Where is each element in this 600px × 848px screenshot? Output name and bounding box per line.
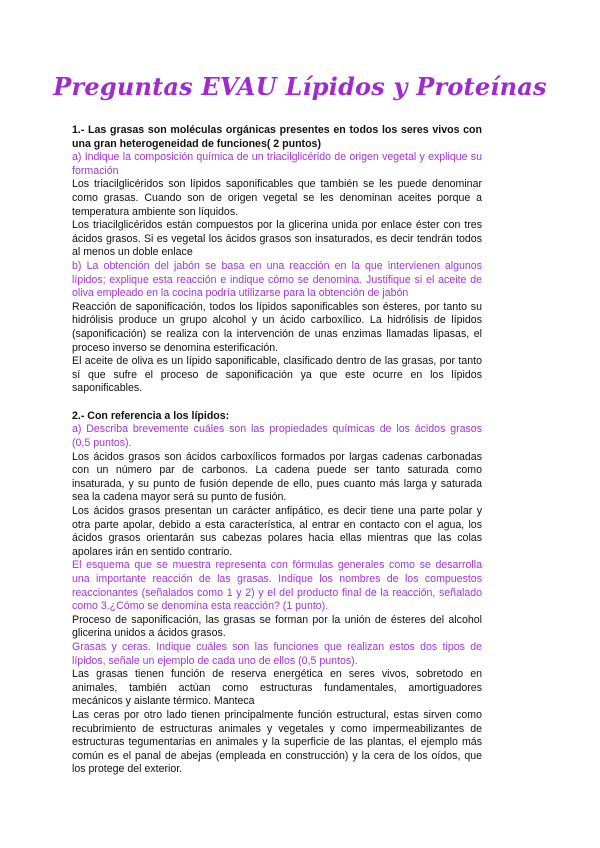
question-1a: a) Indique la composición química de un triacilglicérido de origen vegetal y explique su formación [72,151,482,177]
section-spacer [72,396,482,410]
question-1-heading: 1.- Las grasas son moléculas orgánicas presentes en todos los seres vivos con una gran heterogeneidad de funciones( 2 puntos) [72,124,482,150]
answer-2a-paragraph-2: Los ácidos grasos presentan un carácter anfipático, es decir tiene una parte polar y otra parte apolar, debido a esta característica, al entrar en contacto con el agua, los ácidos grasos orientarán sus cabezas polares hacia ellas mientras que las colas apolares irán en sentido contrario. [72,505,482,558]
question-2b: El esquema que se muestra representa con fórmulas generales como se desarrolla una importante reacción de las grasas. Indique los nombres de los compuestos reaccionantes (señalados como 1 y 2) y el del producto final de la reacción, señalado como 3.¿Cómo se denomina esta reacción? (1 punto). [72,559,482,613]
question-2a: a) Describa brevemente cuáles son las propiedades químicas de los ácidos grasos (0,5 puntos). [72,423,482,450]
answer-1b-paragraph-2: El aceite de oliva es un lípido saponificable, clasificado dentro de las grasas, por tanto sí que sufre el proceso de saponificación ya que este ocurre en los lípidos saponificables. [72,355,482,395]
question-1b: b) La obtención del jabón se basa en una reacción en la que intervienen algunos lípidos; explique esta reacción e indique cómo se denomina. Justifique si el aceite de oliva empleado en la cocina podría utilizarse para la obtención de jabón [72,259,482,300]
answer-2c-paragraph-2: Las ceras por otro lado tienen principalmente función estructural, estas sirven como recubrimiento de estructuras animales y vegetales y como impermeabilizantes de estructuras tegumentarias en animales y la superficie de las plantas, el ejemplo más común es el panal de abejas (empleada en construcción) y la cera de los oídos, que los protege del exterior. [72,708,482,776]
question-2-heading: 2.- Con referencia a los lípidos: [72,409,230,422]
document-body [72,124,482,777]
answer-2b: Proceso de saponificación, las grasas se forman por la unión de ésteres del alcohol glicerina unidos a ácidos grasos. [72,613,482,640]
page-title: Preguntas EVAU Lípidos y Proteínas [53,72,547,101]
question-2c: Grasas y ceras. Indique cuáles son las funciones que realizan estos dos tipos de lípidos, señale un ejemplo de cada uno de ellos (0,5 puntos). [72,640,482,667]
answer-1a-paragraph-2: Los triacilglicéridos están compuestos por la glicerina unida por enlace éster con tres ácidos grasos. Si es vegetal los ácidos grasos son insaturados, es decir tendrán todos al menos un doble enlace [72,219,482,259]
answer-2a-paragraph-1: Los ácidos grasos son ácidos carboxílicos formados por largas cadenas carbonadas con un número par de carbonos. La cadena puede ser tanto saturada como insaturada, y su punto de fusión depende de ello, pues cuanto más larga y saturada sea la cadena mayor será su punto de fusión. [72,450,482,504]
answer-1b-paragraph-1: Reacción de saponificación, todos los lípidos saponificables son ésteres, por tanto su hidrólisis produce un grupo alcohol y un ácido carboxílico. La hidrólisis de lípidos (saponificación) se realiza con la intervención de unas enzimas llamadas lipasas, el proceso inverso se denomina esterificación. [72,300,482,354]
answer-2c-paragraph-1: Las grasas tienen función de reserva energética en seres vivos, sobretodo en animales, también actúan como estructuras fundamentales, amortiguadores mecánicos y aislante térmico. Manteca [72,668,482,708]
answer-1a-paragraph-1: Los triacilglicéridos son lípidos saponificables que también se les puede denominar como grasas. Cuando son de origen vegetal se les denominan aceites porque a temperatura ambiente son líquidos. [72,178,482,218]
